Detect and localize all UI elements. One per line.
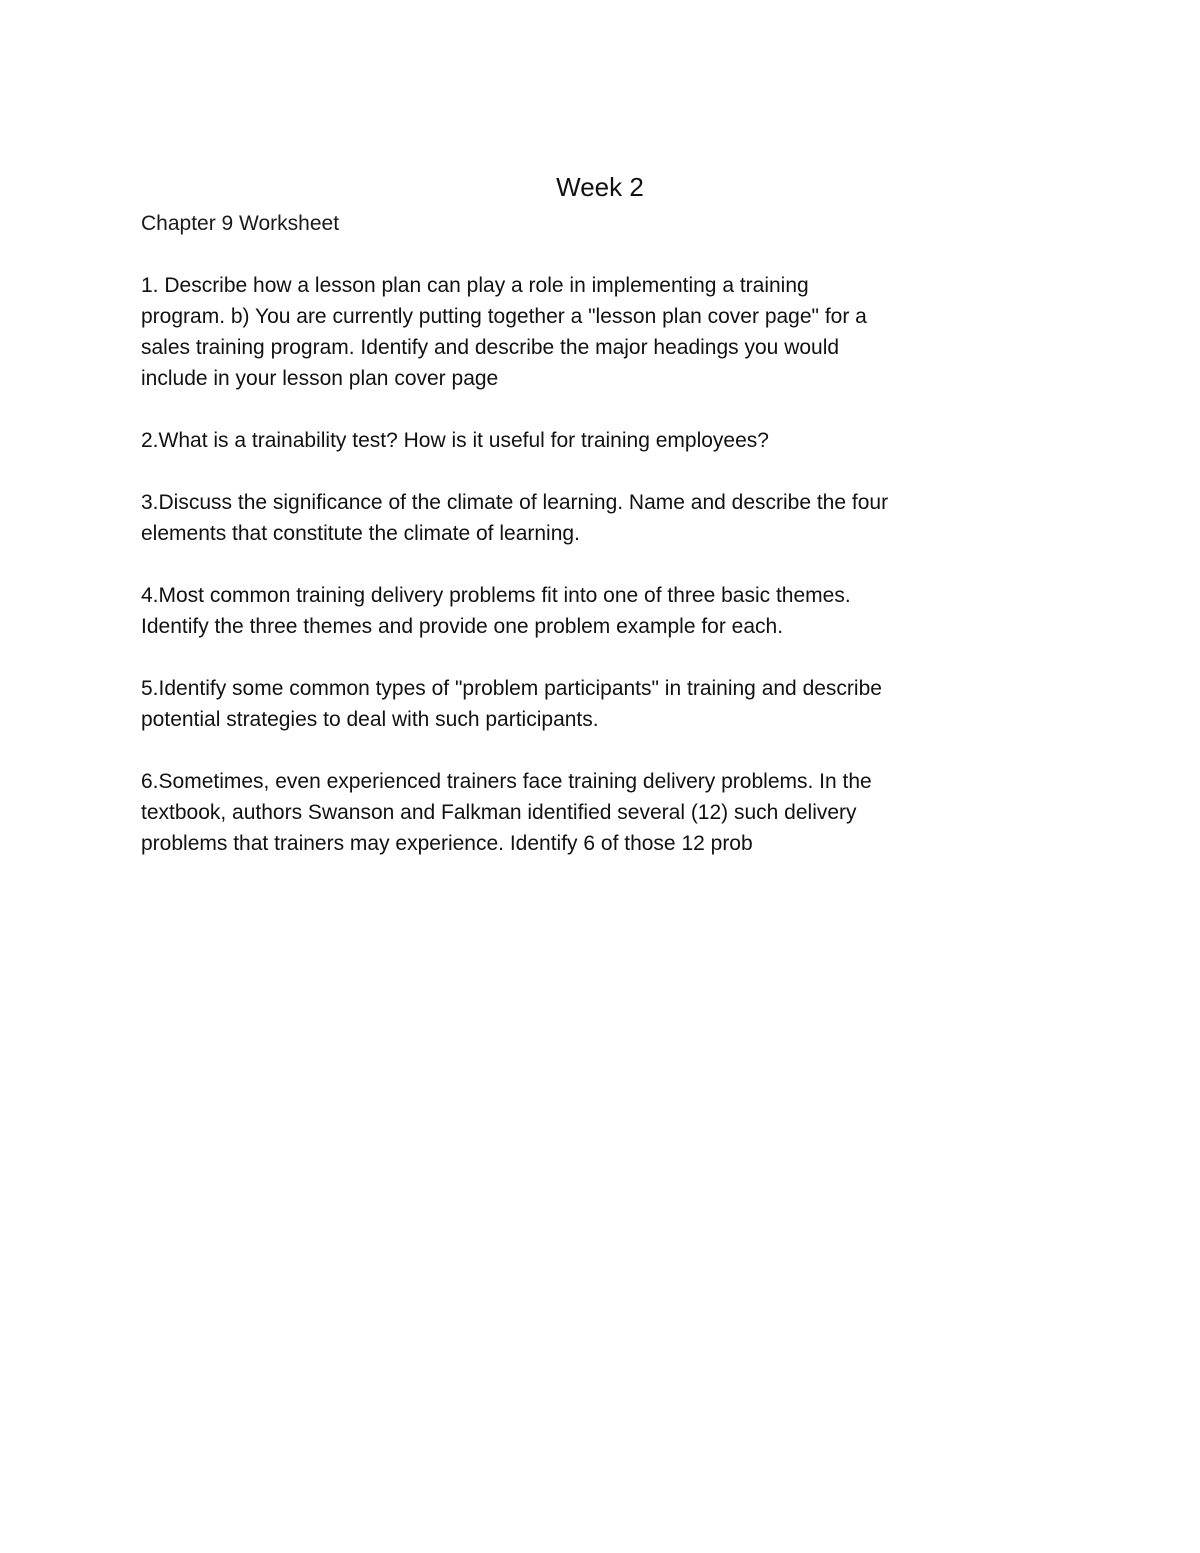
- question-6: 6.Sometimes, even experienced trainers face training delivery problems. In the textbook, authors Swanson and Falkman identified several (12) such delivery problems that trainers may experience. Identify 6 of those 12 prob: [141, 770, 872, 855]
- question-2: 2.What is a trainability test? How is it useful for training employees?: [141, 429, 769, 452]
- question-3: 3.Discuss the significance of the climate of learning. Name and describe the four elements that constitute the climate of learning.: [141, 491, 889, 545]
- worksheet-subtitle: Chapter 9 Worksheet: [141, 212, 340, 235]
- question-1: 1. Describe how a lesson plan can play a role in implementing a training program. b) You are currently putting together a "lesson plan cover page" for a sales training program. Identify and describe the major headings you would include in your lesson plan cover page: [141, 274, 867, 390]
- question-4: 4.Most common training delivery problems fit into one of three basic themes. Identify the three themes and provide one problem example for each.: [141, 584, 851, 638]
- question-list: [141, 270, 1021, 890]
- page-title: Week 2: [556, 172, 644, 202]
- question-5: 5.Identify some common types of "problem participants" in training and describe potential strategies to deal with such participants.: [141, 677, 882, 731]
